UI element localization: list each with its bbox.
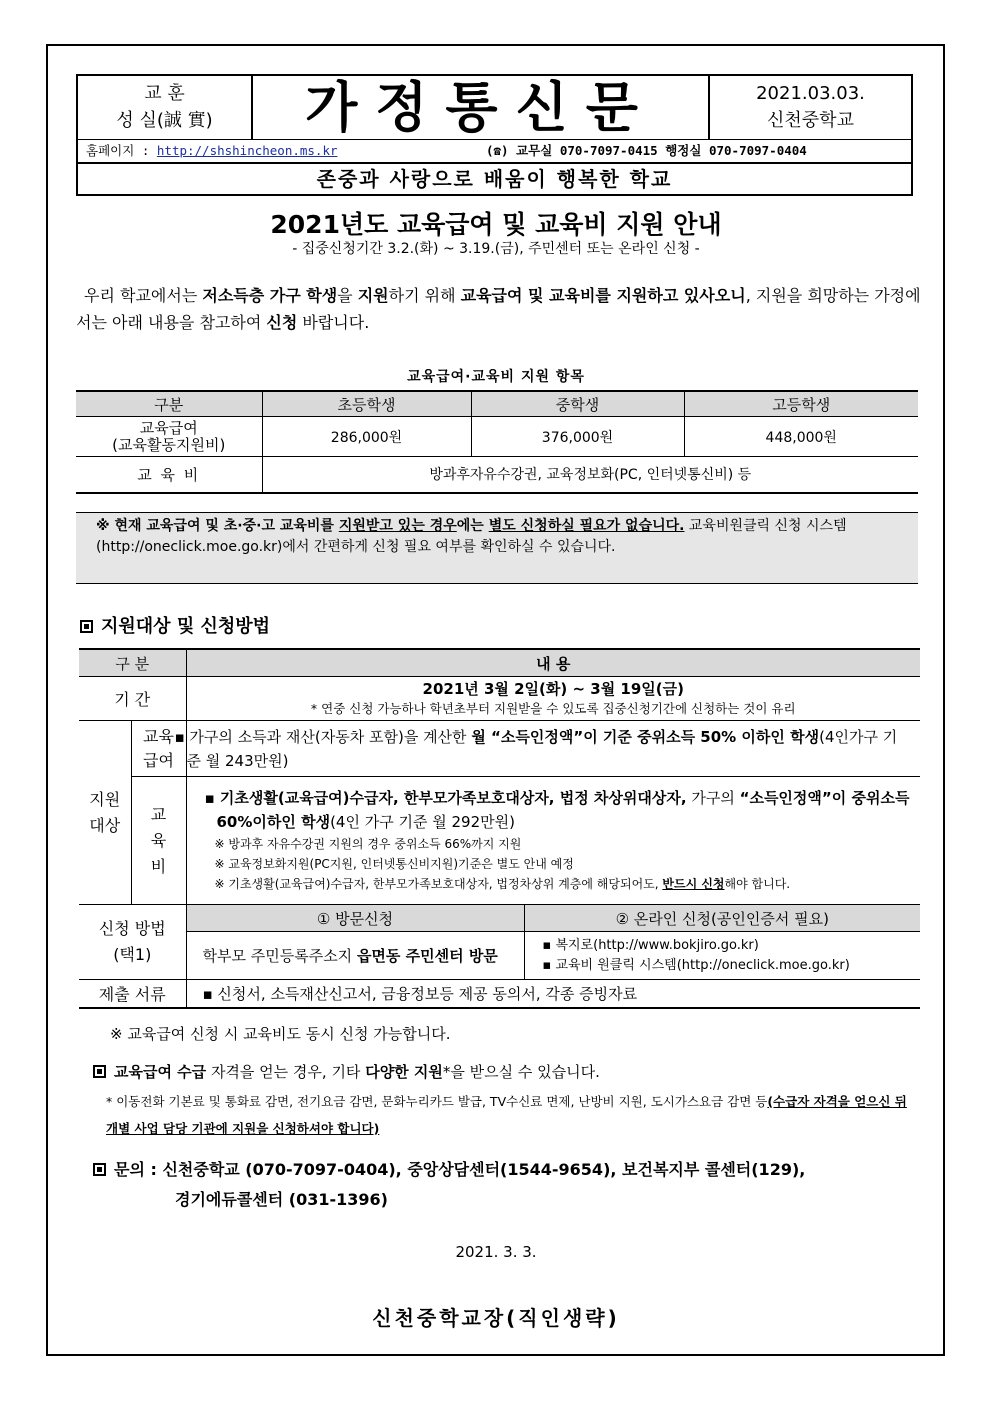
bokjiro-link[interactable]: ▪ 복지로(http://www.bokjiro.go.kr) bbox=[542, 937, 759, 953]
inquiry-line: 경기에듀콜센터 (031-1396) bbox=[175, 1190, 388, 1209]
notice-emphasis: 에는 bbox=[456, 518, 489, 534]
row-label-edu-benefit bbox=[76, 417, 262, 457]
school-slogan: 존중과 사랑으로 배움이 행복한 학교 bbox=[316, 167, 673, 191]
column-header: 중학생 bbox=[471, 391, 684, 417]
intro-text: 바랍니다. bbox=[297, 313, 370, 332]
motto-value: 성 실(誠 實) bbox=[116, 110, 213, 131]
intro-emphasis: 지원 bbox=[357, 286, 389, 305]
criteria-emphasis: “소득인정액”이 중위소득 60%이하인 학생 bbox=[216, 788, 910, 831]
notice-emphasis: 현재 교육급여 및 초·중·고 교육비를 bbox=[114, 518, 339, 534]
edu-cost-note: ※ 방과후 자유수강권 지원의 경우 중위소득 66%까지 지원 bbox=[214, 836, 522, 851]
notice-emphasis: 별도 신청하실 필요가 없습니다. bbox=[488, 518, 685, 534]
header-category: 구 분 bbox=[79, 649, 186, 677]
edu-benefit-label-line: 급여 bbox=[143, 750, 174, 770]
simultaneous-application-note: ※ 교육급여 신청 시 교육비도 동시 신청 가능합니다. bbox=[110, 1025, 451, 1043]
document-subtitle: - 집중신청기간 3.2.(화) ~ 3.19.(금), 주민센터 또는 온라인 신청 - bbox=[292, 241, 700, 257]
document-title: 2021년도 교육급여 및 교육비 지원 안내 bbox=[270, 210, 722, 239]
benefit-emphasis: 다양한 지원 bbox=[365, 1063, 443, 1081]
edu-cost-label-line: 비 bbox=[150, 856, 167, 876]
newsletter-title: 가정통신문 bbox=[305, 75, 656, 139]
criteria-text: ▪ 가구의 소득과 재산(자동차 포함)을 계산한 bbox=[174, 727, 472, 746]
notice-box bbox=[76, 512, 918, 584]
intro-emphasis: 교육급여 및 교육비를 지원하고 있사오니 bbox=[460, 286, 746, 305]
motto-label: 교 훈 bbox=[144, 83, 185, 104]
section-title-text: 지원대상 및 신청방법 bbox=[101, 616, 271, 637]
target-label-line: 지원 bbox=[89, 789, 121, 809]
benefit-emphasis: 교육급여 수급 bbox=[114, 1063, 207, 1081]
apply-label-line: 신청 방법 bbox=[98, 919, 166, 938]
criteria-emphasis: 월 “소득인정액”이 기준 중위소득 50% 이하인 학생 bbox=[471, 727, 820, 746]
school-motto bbox=[78, 76, 253, 139]
intro-text: 을 bbox=[337, 286, 358, 305]
period-value: 2021년 3월 2일(화) ~ 3월 19일(금) bbox=[422, 679, 684, 698]
note-text: 해야 합니다. bbox=[724, 876, 791, 891]
online-method bbox=[524, 932, 920, 980]
edu-cost-items: 방과후자유수강권, 교육정보화(PC, 인터넷통신비) 등 bbox=[262, 457, 918, 493]
note-emphasis: 반드시 신청 bbox=[662, 876, 725, 891]
intro-paragraph bbox=[76, 282, 921, 336]
additional-benefits-note bbox=[93, 1061, 600, 1082]
school-name: 신천중학교 bbox=[767, 110, 854, 131]
method-emphasis: 읍면동 주민센터 방문 bbox=[356, 946, 498, 965]
edu-cost-note: ※ 교육정보화지원(PC지원, 인터넷통신비지원)기준은 별도 안내 예정 bbox=[214, 856, 574, 871]
square-bullet-icon bbox=[80, 620, 93, 633]
phone-numbers: (☎) 교무실 070-7097-0415 행정실 070-7097-0404 bbox=[486, 143, 807, 158]
notice-text: 교육비원클릭 신청 시스템(http://oneclick.moe.go.kr)에서 간편하게 신청 필요 여부를 확인하실 수 있습니다. bbox=[96, 518, 847, 555]
issue-date-footer: 2021. 3. 3. bbox=[455, 1243, 537, 1261]
period-cell bbox=[186, 677, 920, 721]
benefit-text: 자격을 얻는 경우, 기타 bbox=[206, 1063, 366, 1081]
section-title bbox=[80, 612, 270, 638]
letterhead bbox=[76, 74, 913, 196]
edu-benefit-label-line: 교육 bbox=[143, 726, 174, 746]
row-label-edu-cost: 교 육 비 bbox=[76, 457, 262, 493]
benefit-text: *을 받으실 수 있습니다. bbox=[442, 1063, 600, 1081]
intro-emphasis: 신청 bbox=[266, 313, 298, 332]
column-header: 초등학생 bbox=[262, 391, 471, 417]
target-label-line: 대상 bbox=[89, 815, 121, 835]
support-table-caption: 교육급여·교육비 지원 항목 bbox=[407, 369, 585, 385]
high-amount: 448,000원 bbox=[684, 417, 918, 457]
notice-mark: ※ bbox=[96, 518, 115, 534]
row-label-line: (교육활동지원비) bbox=[112, 435, 226, 454]
edu-cost-criteria bbox=[186, 777, 920, 905]
apply-method-label bbox=[79, 905, 186, 980]
documents-label: 제출 서류 bbox=[79, 980, 186, 1008]
apply-label-line: (택1) bbox=[113, 945, 152, 964]
column-header: 고등학생 bbox=[684, 391, 918, 417]
middle-amount: 376,000원 bbox=[471, 417, 684, 457]
criteria-text: (4인 가구 기준 월 292만원) bbox=[330, 812, 515, 831]
inquiry-contacts bbox=[93, 1155, 805, 1215]
note-text: ※ 기초생활(교육급여)수급자, 한부모가족보호대상자, 법정차상위 계층에 해당되어도, bbox=[214, 876, 663, 891]
header-content: 내 용 bbox=[186, 649, 920, 677]
edu-benefit-criteria bbox=[174, 721, 920, 777]
online-header: ② 온라인 신청(공인인증서 필요) bbox=[524, 905, 920, 932]
square-bullet-icon bbox=[93, 1065, 106, 1078]
edu-cost-label bbox=[131, 777, 186, 905]
principal-signature: 신천중학교장(직인생략) bbox=[372, 1306, 620, 1330]
square-bullet-icon bbox=[93, 1163, 106, 1176]
issue-date: 2021.03.03. bbox=[756, 83, 865, 104]
target-label bbox=[79, 721, 131, 905]
issue-block bbox=[708, 76, 911, 139]
method-text: 학부모 주민등록주소지 bbox=[202, 946, 357, 965]
benefit-details bbox=[106, 1088, 921, 1142]
intro-emphasis: 저소득층 가구 학생 bbox=[202, 286, 338, 305]
period-label: 기 간 bbox=[79, 677, 186, 721]
criteria-emphasis: ▪ 기초생활(교육급여)수급자, 한부모가족보호대상자, 법정 차상위대상자, bbox=[204, 788, 687, 807]
intro-text: 우리 학교에서는 bbox=[84, 286, 203, 305]
period-note: * 연중 신청 가능하나 학년초부터 지원받을 수 있도록 집중신청기간에 신청하는 것이 유리 bbox=[310, 700, 796, 716]
edu-cost-label-line: 육 bbox=[150, 830, 167, 850]
criteria-text: 가구의 bbox=[686, 788, 740, 807]
support-table bbox=[76, 390, 918, 494]
homepage-link[interactable]: http://shshincheon.ms.kr bbox=[156, 143, 338, 158]
homepage-label: 홈페이지 : bbox=[86, 143, 157, 158]
elementary-amount: 286,000원 bbox=[262, 417, 471, 457]
visit-header: ① 방문신청 bbox=[186, 905, 524, 932]
benefit-details-text: * 이동전화 기본료 및 통화료 감면, 전기요금 감면, 문화누리카드 발급, TV수신료 면제, 난방비 지원, 도시가스요금 감면 등 bbox=[106, 1094, 768, 1109]
visit-method bbox=[186, 932, 524, 980]
inquiry-line: 문의 : 신천중학교 (070-7097-0404), 중앙상담센터(1544-9654), 보건복지부 콜센터(129), bbox=[114, 1160, 806, 1179]
edu-cost-label-line: 교 bbox=[150, 804, 167, 824]
benefit-details-emphasis: (수급자 자격을 얻으신 뒤 개별 사업 담당 기관에 지원을 신청하셔야 합니다) bbox=[106, 1094, 907, 1136]
documents-list: ▪ 신청서, 소득재산신고서, 금융정보등 제공 동의서, 각종 증빙자료 bbox=[186, 980, 920, 1008]
notice-emphasis: 지원받고 있는 경우 bbox=[338, 518, 457, 534]
contact-bar bbox=[78, 140, 911, 164]
intro-text: 하기 위해 bbox=[388, 286, 461, 305]
row-label-line: 교육급여 bbox=[139, 418, 198, 437]
oneclick-link[interactable]: ▪ 교육비 원클릭 시스템(http://oneclick.moe.go.kr) bbox=[542, 957, 850, 973]
column-header: 구분 bbox=[76, 391, 262, 417]
eligibility-table bbox=[79, 648, 920, 1009]
criteria-text: (4인가구 기준 월 243만원) bbox=[186, 727, 898, 770]
intro-text: , 지원을 희망하는 가정에서는 아래 내용을 참고하여 bbox=[76, 286, 921, 332]
edu-cost-note bbox=[205, 874, 911, 894]
